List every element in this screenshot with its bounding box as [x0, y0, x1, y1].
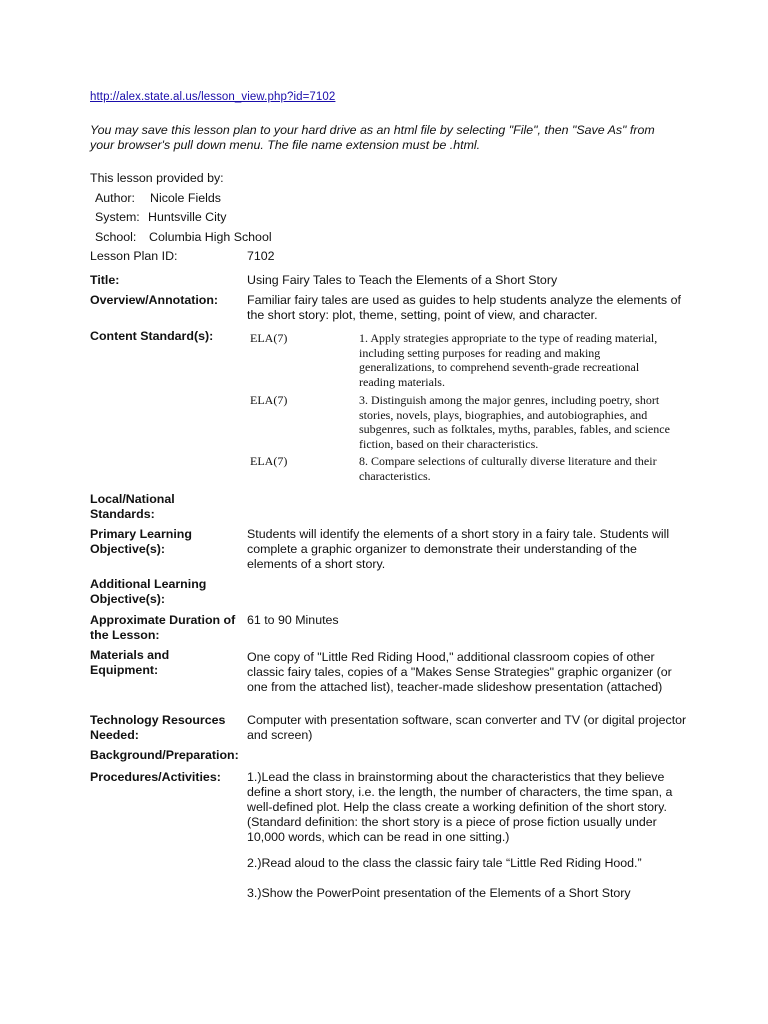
- school-row: [90, 228, 272, 248]
- school-label: School:: [95, 229, 137, 244]
- procedure-step: 1.)Lead the class in brainstorming about the characteristics that they believe define a short story, i.e. the length, the number of characters, the time span, a well-defined plot. Help the class create a working definition of the short story. (Standard definition: the short story is a piece of prose fiction usually under 10,000 words, which can be read in one sitting.): [247, 770, 673, 844]
- standard-text: 8. Compare selections of culturally diverse literature and their characteristics.: [359, 454, 657, 483]
- school-value: Columbia High School: [149, 229, 272, 244]
- standard-code: ELA(7): [250, 454, 288, 468]
- save-instructions: You may save this lesson plan to your hard drive as an html file by selecting "File", then "Save As" from your browser's pull down menu. The file name extension must be .html.: [90, 123, 655, 152]
- lesson-id-label: Lesson Plan ID:: [90, 249, 178, 263]
- standard-code: ELA(7): [250, 393, 288, 407]
- technology-value: Computer with presentation software, scan converter and TV (or digital projector and screen): [247, 713, 687, 742]
- provided-by-heading: This lesson provided by:: [90, 171, 224, 185]
- lesson-url-link[interactable]: http://alex.state.al.us/lesson_view.php?id=7102: [90, 91, 336, 103]
- standard-text: 1. Apply strategies appropriate to the type of reading material, including setting purposes for reading and making generalizations, to comprehend seventh-grade recreational reading materials.: [359, 331, 658, 390]
- materials-value: One copy of "Little Red Riding Hood," additional classroom copies of other classic fairy tales, copies of a "Makes Sense Strategies" graphic organizer (or one from the attached list), teacher-made slideshow presentation (attached): [247, 650, 672, 694]
- local-standards-label: Local/National Standards:: [90, 492, 175, 521]
- content-standards-label: Content Standard(s):: [90, 329, 214, 343]
- duration-value: 61 to 90 Minutes: [247, 613, 339, 627]
- provided-by-block: [90, 169, 272, 247]
- standard-code: ELA(7): [250, 331, 288, 345]
- title-value: Using Fairy Tales to Teach the Elements of a Short Story: [247, 273, 558, 287]
- primary-objective-label: Primary Learning Objective(s):: [90, 527, 192, 556]
- overview-label: Overview/Annotation:: [90, 293, 219, 307]
- duration-label: Approximate Duration of the Lesson:: [90, 613, 236, 642]
- standard-text: 3. Distinguish among the major genres, including poetry, short stories, novels, plays, biographies, and autobiographies, and subgenres, such as folktales, myths, parables, fables, and science fiction, based on their characteristics.: [359, 393, 670, 452]
- system-value: Huntsville City: [148, 210, 227, 224]
- technology-label: Technology Resources Needed:: [90, 713, 226, 742]
- procedure-step: 3.)Show the PowerPoint presentation of the Elements of a Short Story: [247, 886, 631, 900]
- system-label: System:: [95, 210, 140, 224]
- primary-objective-value: Students will identify the elements of a short story in a fairy tale. Students will complete a graphic organizer to demonstrate their understanding of the elements of a short story.: [247, 527, 670, 571]
- procedures-label: Procedures/Activities:: [90, 770, 221, 784]
- title-label: Title:: [90, 273, 120, 287]
- system-row: [90, 208, 272, 228]
- author-value: Nicole Fields: [150, 190, 221, 205]
- lesson-id-value: 7102: [247, 249, 275, 263]
- author-row: [90, 189, 272, 209]
- overview-value: Familiar fairy tales are used as guides to help students analyze the elements of the short story: plot, theme, setting, point of view, and character.: [247, 293, 681, 322]
- background-label: Background/Preparation:: [90, 748, 239, 762]
- author-label: Author:: [95, 190, 135, 205]
- procedure-step: 2.)Read aloud to the class the classic fairy tale “Little Red Riding Hood.”: [247, 856, 642, 870]
- materials-label: Materials and Equipment:: [90, 648, 170, 677]
- additional-objective-label: Additional Learning Objective(s):: [90, 577, 207, 606]
